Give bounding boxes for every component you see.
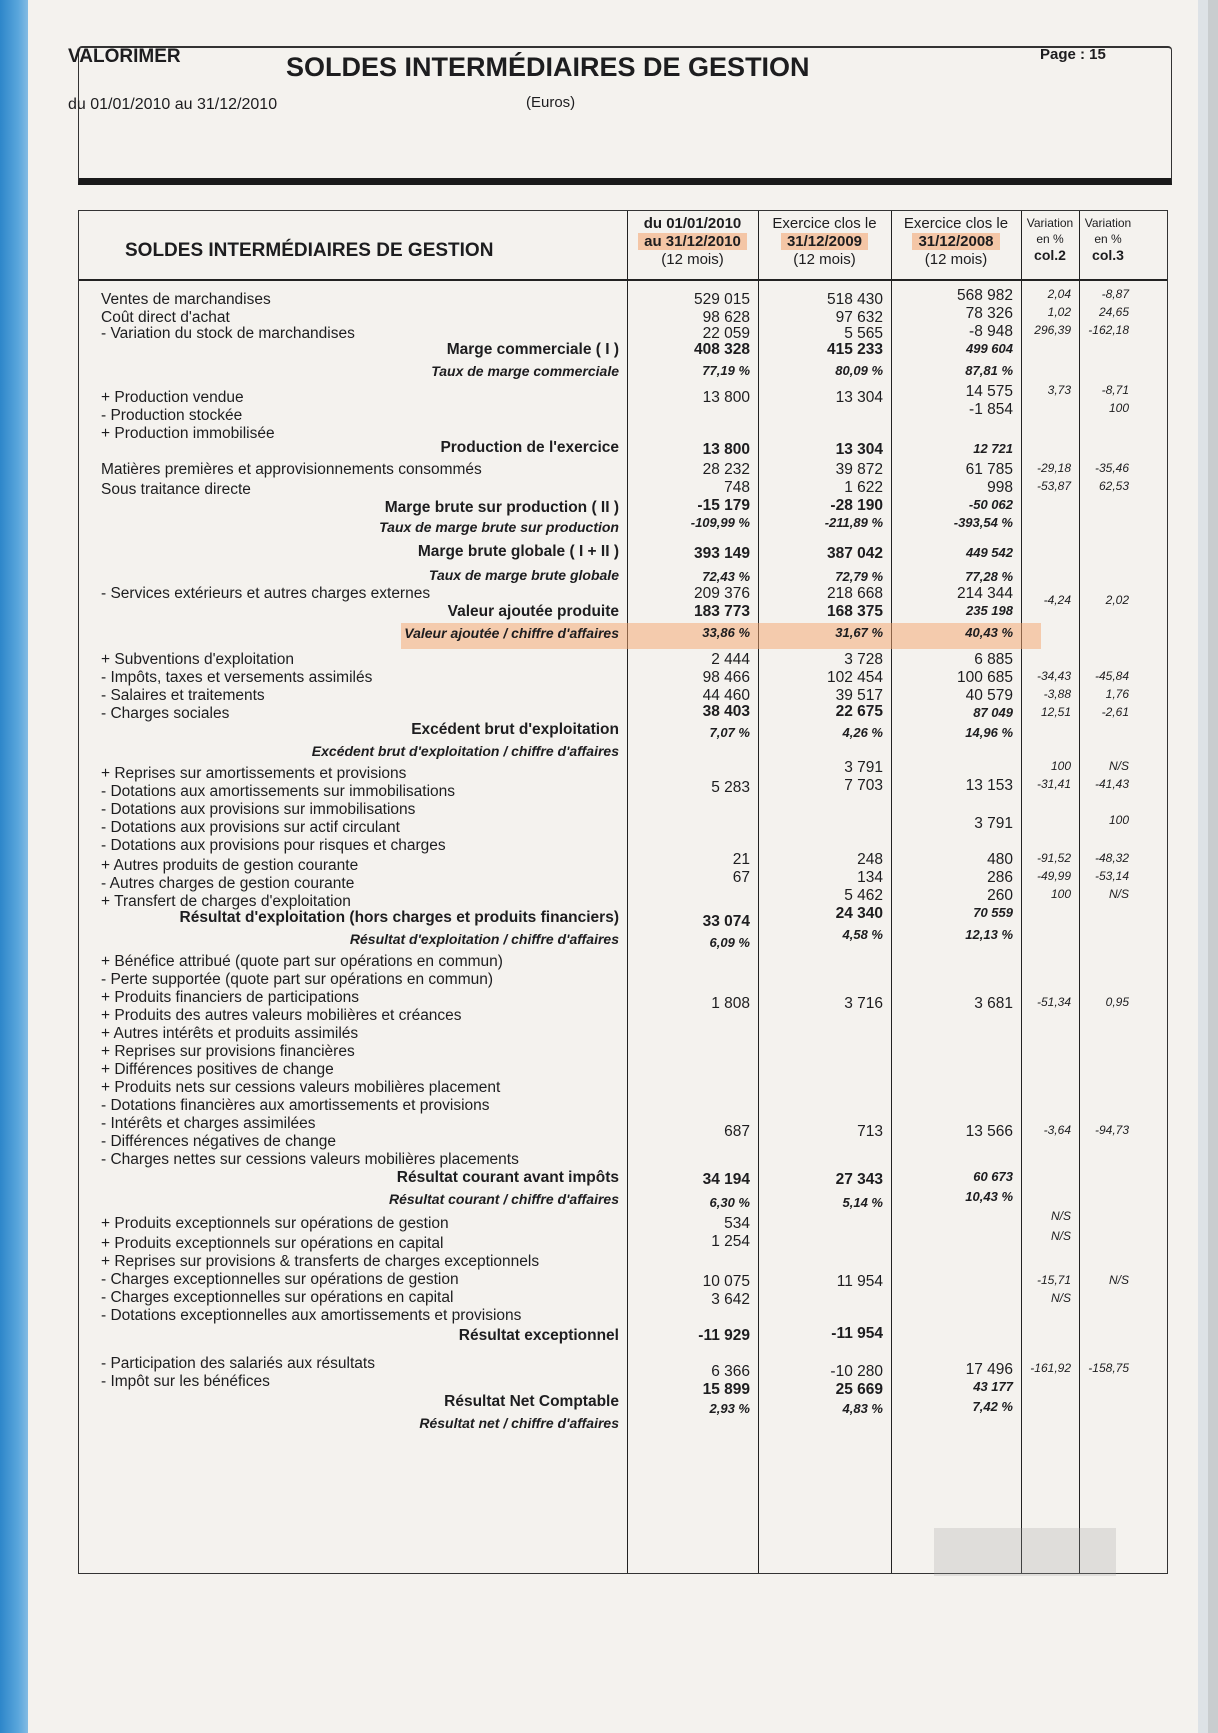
cell-value: 296,39 <box>1034 323 1071 337</box>
row-label: - Services extérieurs et autres charges externes <box>101 585 431 602</box>
cell-value: 100 <box>1050 759 1071 773</box>
row-label: + Reprises sur provisions & transferts de charges exceptionnels <box>101 1253 540 1270</box>
cell-value: 43 177 <box>973 1379 1013 1394</box>
cell-value: 33,86 % <box>702 625 750 640</box>
cell-value: -91,52 <box>1036 851 1071 865</box>
cell-value: 13 800 <box>702 441 750 458</box>
cell-value: 2,04 <box>1047 287 1071 301</box>
cell-value: 209 376 <box>693 585 750 602</box>
subtotal-label: Production de l'exercice <box>440 439 619 456</box>
cell-value: 713 <box>857 1123 883 1140</box>
cell-value: N/S <box>1108 759 1129 773</box>
cell-value: 39 517 <box>835 687 883 704</box>
cell-value: 4,26 % <box>842 725 883 740</box>
cell-value: 15 899 <box>702 1381 750 1398</box>
row-label: - Salaires et traitements <box>101 687 265 704</box>
cell-value: 449 542 <box>966 545 1013 560</box>
page-edge <box>1198 0 1208 1733</box>
row-label: - Dotations exceptionnelles aux amortissements et provisions <box>101 1307 522 1324</box>
cell-value: 3 791 <box>974 815 1013 832</box>
subtotal-label: Marge commerciale ( I ) <box>446 341 619 358</box>
subtotal-label: Valeur ajoutée produite <box>447 603 619 620</box>
cell-value: 13 304 <box>835 441 883 458</box>
cell-value: 235 198 <box>966 603 1013 618</box>
row-label: - Charges sociales <box>101 705 230 722</box>
column-header-line: en % <box>1036 232 1064 246</box>
cell-value: 3 728 <box>844 651 883 668</box>
currency-note: (Euros) <box>526 94 576 111</box>
row-label: Coût direct d'achat <box>101 309 230 326</box>
cell-value: 3 791 <box>844 759 883 776</box>
cell-value: 60 673 <box>973 1169 1013 1184</box>
row-label: Ventes de marchandises <box>101 291 271 308</box>
cell-value: -8,87 <box>1101 287 1129 301</box>
subtotal-label: Excédent brut d'exploitation <box>411 721 619 738</box>
cell-value: 3 681 <box>974 995 1013 1012</box>
row-label: + Produits des autres valeurs mobilières et créances <box>101 1007 462 1024</box>
cell-value: 393 149 <box>693 545 750 562</box>
cell-value: -11 929 <box>698 1327 750 1344</box>
row-label: - Production stockée <box>101 407 243 424</box>
row-label: + Autres intérêts et produits assimilés <box>101 1025 359 1042</box>
cell-value: -162,18 <box>1088 323 1129 337</box>
cell-value: -35,46 <box>1094 461 1129 475</box>
cell-value: 33 074 <box>702 913 750 930</box>
column-header-line: (12 mois) <box>793 251 856 268</box>
cell-value: 568 982 <box>956 287 1013 304</box>
cell-value: N/S <box>1108 1273 1129 1287</box>
ratio-label: Résultat courant / chiffre d'affaires <box>389 1191 619 1207</box>
row-label: - Dotations aux amortissements sur immobilisations <box>101 783 456 800</box>
cell-value: 13 566 <box>965 1123 1013 1140</box>
cell-value: 21 <box>732 851 750 868</box>
row-label: Matières premières et approvisionnements consommés <box>101 461 482 478</box>
cell-value: 1 808 <box>711 995 750 1012</box>
cell-value: 102 454 <box>826 669 883 686</box>
cell-value: 2,02 <box>1105 593 1129 607</box>
cell-value: 415 233 <box>826 341 883 358</box>
document-page <box>28 0 1208 1733</box>
column-header-line: au 31/12/2010 <box>638 233 747 250</box>
column-header-line: (12 mois) <box>924 251 988 268</box>
cell-value: -4,24 <box>1043 593 1071 607</box>
cell-value: 2,93 % <box>709 1401 750 1416</box>
row-label: - Dotations aux provisions sur actif circulant <box>101 819 400 836</box>
cell-value: -8,71 <box>1101 383 1129 397</box>
report-period: du 01/01/2010 au 31/12/2010 <box>68 96 278 113</box>
row-label: + Produits exceptionnels sur opérations en capital <box>101 1235 444 1252</box>
cell-value: 6,30 % <box>709 1195 750 1210</box>
cell-value: 12,13 % <box>965 927 1013 942</box>
column-header-line: Variation <box>1026 216 1074 230</box>
cell-value: N/S <box>1050 1291 1071 1305</box>
cell-value: 998 <box>987 479 1013 496</box>
ratio-label: Valeur ajoutée / chiffre d'affaires <box>404 625 619 641</box>
cell-value: -15,71 <box>1036 1273 1071 1287</box>
row-label: + Bénéfice attribué (quote part sur opérations en commun) <box>101 953 503 970</box>
cell-value: -28 190 <box>830 497 883 514</box>
row-label: + Transfert de charges d'exploitation <box>101 893 351 910</box>
cell-value: 387 042 <box>826 545 883 562</box>
column-header-line: du 01/01/2010 <box>643 215 742 232</box>
cell-value: 1 254 <box>711 1233 750 1250</box>
cell-value: 100 <box>1108 401 1129 415</box>
cell-value: 70 559 <box>973 905 1013 920</box>
cell-value: 97 632 <box>835 309 883 326</box>
cell-value: 87 049 <box>973 705 1013 720</box>
column-header-line: Exercice clos le <box>903 215 1009 232</box>
cell-value: 80,09 % <box>835 363 883 378</box>
subtotal-label: Résultat d'exploitation (hors charges et produits financiers) <box>179 909 619 926</box>
cell-value: 98 466 <box>702 669 750 686</box>
cell-value: 11 954 <box>836 1273 883 1290</box>
column-header-line: 31/12/2008 <box>912 233 999 250</box>
cell-value: 5,14 % <box>842 1195 883 1210</box>
cell-value: -2,61 <box>1101 705 1129 719</box>
cell-value: 13 153 <box>965 777 1013 794</box>
cell-value: 14,96 % <box>965 725 1013 740</box>
page-number: Page : 15 <box>1040 46 1106 63</box>
cell-value: 22 675 <box>835 703 883 720</box>
cell-value: 72,43 % <box>702 569 750 584</box>
cell-value: 40 579 <box>965 687 1013 704</box>
cell-value: -53,14 <box>1094 869 1129 883</box>
cell-value: 518 430 <box>826 291 883 308</box>
cell-value: 100 <box>1050 887 1071 901</box>
column-header-line: (12 mois) <box>661 251 724 268</box>
cell-value: 5 565 <box>844 325 883 342</box>
column-header-line: Variation <box>1084 216 1132 230</box>
column-header-line: en % <box>1094 232 1122 246</box>
cell-value: 408 328 <box>693 341 750 358</box>
cell-value: 7,07 % <box>709 725 750 740</box>
cell-value: 0,95 <box>1105 995 1129 1009</box>
cell-value: 28 232 <box>702 461 750 478</box>
cell-value: 98 628 <box>702 309 750 326</box>
cell-value: -51,34 <box>1036 995 1071 1009</box>
cell-value: 87,81 % <box>965 363 1013 378</box>
row-label: - Charges exceptionnelles sur opérations en capital <box>101 1289 454 1306</box>
cell-value: 3 642 <box>711 1291 750 1308</box>
cell-value: -41,43 <box>1094 777 1129 791</box>
column-header-var2 <box>1021 215 1079 263</box>
company-name: VALORIMER <box>68 46 181 67</box>
cell-value: 7 703 <box>844 777 883 794</box>
cell-value: 31,67 % <box>835 625 883 640</box>
cell-value: -45,84 <box>1094 669 1129 683</box>
cell-value: N/S <box>1050 1229 1071 1243</box>
row-label: + Produits financiers de participations <box>101 989 360 1006</box>
row-label: - Impôt sur les bénéfices <box>101 1373 270 1390</box>
cell-value: 214 344 <box>956 585 1013 602</box>
cell-value: -53,87 <box>1036 479 1071 493</box>
cell-value: 534 <box>724 1215 750 1232</box>
row-label: - Dotations aux provisions pour risques et charges <box>101 837 446 854</box>
cell-value: 100 <box>1108 813 1129 827</box>
cell-value: 25 669 <box>835 1381 883 1398</box>
cell-value: 72,79 % <box>835 569 883 584</box>
row-label: - Perte supportée (quote part sur opérations en commun) <box>101 971 494 988</box>
cell-value: 4,83 % <box>842 1401 883 1416</box>
row-label: - Dotations aux provisions sur immobilisations <box>101 801 416 818</box>
subtotal-label: Marge brute globale ( I + II ) <box>417 543 619 560</box>
row-label: - Autres charges de gestion courante <box>101 875 355 892</box>
cell-value: 7,42 % <box>972 1399 1013 1414</box>
cell-value: -161,92 <box>1030 1361 1071 1375</box>
ratio-label: Résultat net / chiffre d'affaires <box>419 1415 619 1431</box>
row-label: + Reprises sur provisions financières <box>101 1043 355 1060</box>
page-title: SOLDES INTERMÉDIAIRES DE GESTION <box>286 52 810 82</box>
cell-value: 77,19 % <box>702 363 750 378</box>
cell-value: 1 622 <box>844 479 883 496</box>
cell-value: 2 444 <box>711 651 750 668</box>
cell-value: 44 460 <box>702 687 750 704</box>
row-label: - Charges exceptionnelles sur opérations de gestion <box>101 1271 459 1288</box>
column-header-2008 <box>891 215 1021 269</box>
cell-value: 34 194 <box>702 1171 750 1188</box>
cell-value: 529 015 <box>693 291 750 308</box>
subtotal-label: Marge brute sur production ( II ) <box>384 499 619 516</box>
cell-value: 687 <box>724 1123 750 1140</box>
cell-value: -1 854 <box>969 401 1013 418</box>
cell-value: N/S <box>1108 887 1129 901</box>
cell-value: -94,73 <box>1094 1123 1129 1137</box>
column-header-line: 31/12/2009 <box>781 233 868 250</box>
cell-value: 100 685 <box>956 669 1013 686</box>
cell-value: 218 668 <box>826 585 883 602</box>
cell-value: 748 <box>724 479 750 496</box>
cell-value: 3,73 <box>1047 383 1071 397</box>
cell-value: 6 885 <box>974 651 1013 668</box>
row-label: + Produits nets sur cessions valeurs mobilières placement <box>101 1079 501 1096</box>
column-header-line: col.3 <box>1092 247 1124 263</box>
row-label: - Intérêts et charges assimilées <box>101 1115 316 1132</box>
row-label: - Charges nettes sur cessions valeurs mobilières placements <box>101 1151 519 1168</box>
row-label: - Dotations financières aux amortissements et provisions <box>101 1097 490 1114</box>
cell-value: -158,75 <box>1088 1361 1129 1375</box>
cell-value: -3,64 <box>1043 1123 1071 1137</box>
cell-value: 40,43 % <box>965 625 1013 640</box>
row-label: + Production immobilisée <box>101 425 275 442</box>
row-label: + Autres produits de gestion courante <box>101 857 359 874</box>
cell-value: 24 340 <box>835 905 883 922</box>
cell-value: 38 403 <box>702 703 750 720</box>
row-label: - Participation des salariés aux résultats <box>101 1355 375 1372</box>
cell-value: 61 785 <box>965 461 1013 478</box>
cell-value: 62,53 <box>1098 479 1129 493</box>
cell-value: 10 075 <box>702 1273 750 1290</box>
ratio-label: Taux de marge brute sur production <box>379 519 619 535</box>
cell-value: 12 721 <box>973 441 1013 456</box>
row-label: + Différences positives de change <box>101 1061 334 1078</box>
subtotal-label: Résultat Net Comptable <box>444 1393 619 1410</box>
cell-value: -34,43 <box>1036 669 1071 683</box>
cell-value: -8 948 <box>969 323 1013 340</box>
cell-value: -29,18 <box>1036 461 1071 475</box>
ratio-label: Excédent brut d'exploitation / chiffre d'affaires <box>311 743 619 759</box>
ratio-label: Taux de marge brute globale <box>428 567 619 583</box>
row-label: - Impôts, taxes et versements assimilés <box>101 669 373 686</box>
header-rule <box>79 279 1167 281</box>
cell-value: 24,65 <box>1098 305 1129 319</box>
cell-value: 286 <box>987 869 1013 886</box>
cell-value: 183 773 <box>693 603 750 620</box>
cell-value: 12,51 <box>1040 705 1071 719</box>
cell-value: 78 326 <box>965 305 1013 322</box>
cell-value: -393,54 % <box>953 515 1013 530</box>
cell-value: 248 <box>857 851 883 868</box>
cell-value: 67 <box>732 869 750 886</box>
cell-value: 17 496 <box>965 1361 1013 1378</box>
cell-value: -3,88 <box>1043 687 1071 701</box>
cell-value: 3 716 <box>844 995 883 1012</box>
cell-value: 5 283 <box>711 779 750 796</box>
cell-value: 260 <box>987 887 1013 904</box>
cell-value: 22 059 <box>702 325 750 342</box>
cell-value: -49,99 <box>1036 869 1071 883</box>
row-label: - Variation du stock de marchandises <box>101 325 355 342</box>
column-header-line: col.2 <box>1034 247 1066 263</box>
ratio-label: Taux de marge commerciale <box>431 363 619 379</box>
cell-value: -15 179 <box>697 497 750 514</box>
cell-value: -11 954 <box>831 1325 883 1342</box>
cell-value: 77,28 % <box>965 569 1013 584</box>
cell-value: -31,41 <box>1036 777 1071 791</box>
cell-value: -211,89 % <box>824 515 883 530</box>
cell-value: 14 575 <box>965 383 1013 400</box>
column-header-var3 <box>1079 215 1137 263</box>
cell-value: -10 280 <box>830 1363 883 1380</box>
subtotal-label: Résultat courant avant impôts <box>396 1169 619 1186</box>
cell-value: N/S <box>1050 1209 1071 1223</box>
cell-value: 1,76 <box>1105 687 1129 701</box>
ratio-label: Résultat d'exploitation / chiffre d'affaires <box>349 931 619 947</box>
cell-value: 5 462 <box>844 887 883 904</box>
cell-value: 13 304 <box>835 389 883 406</box>
cell-value: 6 366 <box>711 1363 750 1380</box>
cell-value: 10,43 % <box>965 1189 1013 1204</box>
row-label: Sous traitance directe <box>101 481 251 498</box>
cell-value: 27 343 <box>835 1171 883 1188</box>
cell-value: 39 872 <box>835 461 883 478</box>
cell-value: 1,02 <box>1047 305 1071 319</box>
cell-value: 13 800 <box>702 389 750 406</box>
cell-value: 4,58 % <box>842 927 883 942</box>
sig-table <box>78 210 1168 1574</box>
cell-value: -109,99 % <box>690 515 750 530</box>
row-label: - Différences négatives de change <box>101 1133 336 1150</box>
cell-value: 6,09 % <box>709 935 750 950</box>
row-label: + Subventions d'exploitation <box>101 651 294 668</box>
row-label: + Produits exceptionnels sur opérations de gestion <box>101 1215 449 1232</box>
cell-value: -50 062 <box>968 497 1013 512</box>
cell-value: 168 375 <box>826 603 883 620</box>
cell-value: -48,32 <box>1094 851 1129 865</box>
column-header-2009 <box>758 215 891 269</box>
cell-value: 499 604 <box>966 341 1013 356</box>
row-label: + Production vendue <box>101 389 244 406</box>
column-header-2010 <box>627 215 758 269</box>
table-title: SOLDES INTERMÉDIAIRES DE GESTION <box>125 240 494 261</box>
shaded-cells <box>934 1528 1116 1576</box>
cell-value: 480 <box>987 851 1013 868</box>
row-label: + Reprises sur amortissements et provisions <box>101 765 407 782</box>
cell-value: 134 <box>857 869 883 886</box>
column-header-line: Exercice clos le <box>772 215 877 232</box>
subtotal-label: Résultat exceptionnel <box>458 1327 619 1344</box>
